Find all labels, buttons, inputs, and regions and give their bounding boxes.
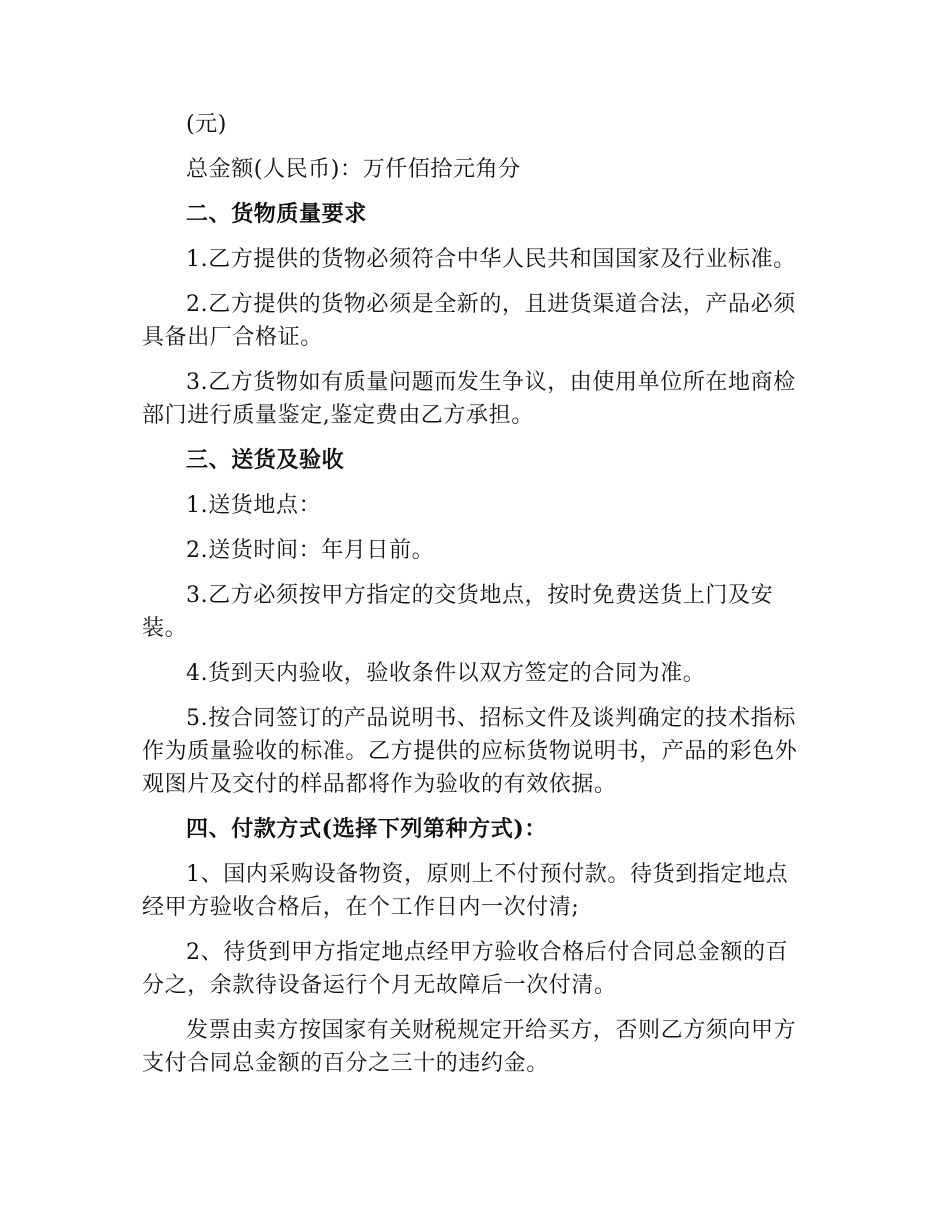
delivery-clause-2: 2.送货时间：年月日前。 bbox=[186, 538, 435, 563]
quality-clause-2: 2.乙方提供的货物必须是全新的，且进货渠道合法，产品必须具备出厂合格证。 bbox=[142, 292, 796, 350]
delivery-clause-1: 1.送货地点： bbox=[186, 493, 322, 518]
invoice-clause: 发票由卖方按国家有关财税规定开给买方，否则乙方须向甲方支付合同总金额的百分之三十的违约金。 bbox=[142, 1018, 797, 1076]
unit-note: (元) bbox=[186, 112, 227, 137]
document-page bbox=[142, 108, 810, 1092]
section-heading-delivery: 三、送货及验收 bbox=[186, 447, 345, 473]
section-heading-quality: 二、货物质量要求 bbox=[186, 201, 367, 227]
quality-clause-3: 3.乙方货物如有质量问题而发生争议，由使用单位所在地商检部门进行质量鉴定,鉴定费由乙方承担。 bbox=[142, 370, 796, 428]
payment-clause-1: 1、国内采购设备物资，原则上不付预付款。待货到指定地点经甲方验收合格后，在个工作日内一次付清; bbox=[142, 862, 789, 920]
section-heading-payment: 四、付款方式(选择下列第种方式)： bbox=[186, 816, 548, 842]
quality-clause-1: 1.乙方提供的货物必须符合中华人民共和国国家及行业标准。 bbox=[186, 247, 796, 272]
delivery-clause-5: 5.按合同签订的产品说明书、招标文件及谈判确定的技术指标作为质量验收的标准。乙方提供的应标货物说明书，产品的彩色外观图片及交付的样品都将作为验收的有效依据。 bbox=[142, 706, 798, 797]
payment-clause-2: 2、待货到甲方指定地点经甲方验收合格后付合同总金额的百分之，余款待设备运行个月无故障后一次付清。 bbox=[142, 940, 789, 998]
delivery-clause-3: 3.乙方必须按甲方指定的交货地点，按时免费送货上门及安装。 bbox=[142, 583, 774, 641]
total-amount-line: 总金额(人民币)：万仟佰拾元角分 bbox=[186, 157, 521, 182]
delivery-clause-4: 4.货到天内验收，验收条件以双方签定的合同为准。 bbox=[186, 661, 706, 686]
